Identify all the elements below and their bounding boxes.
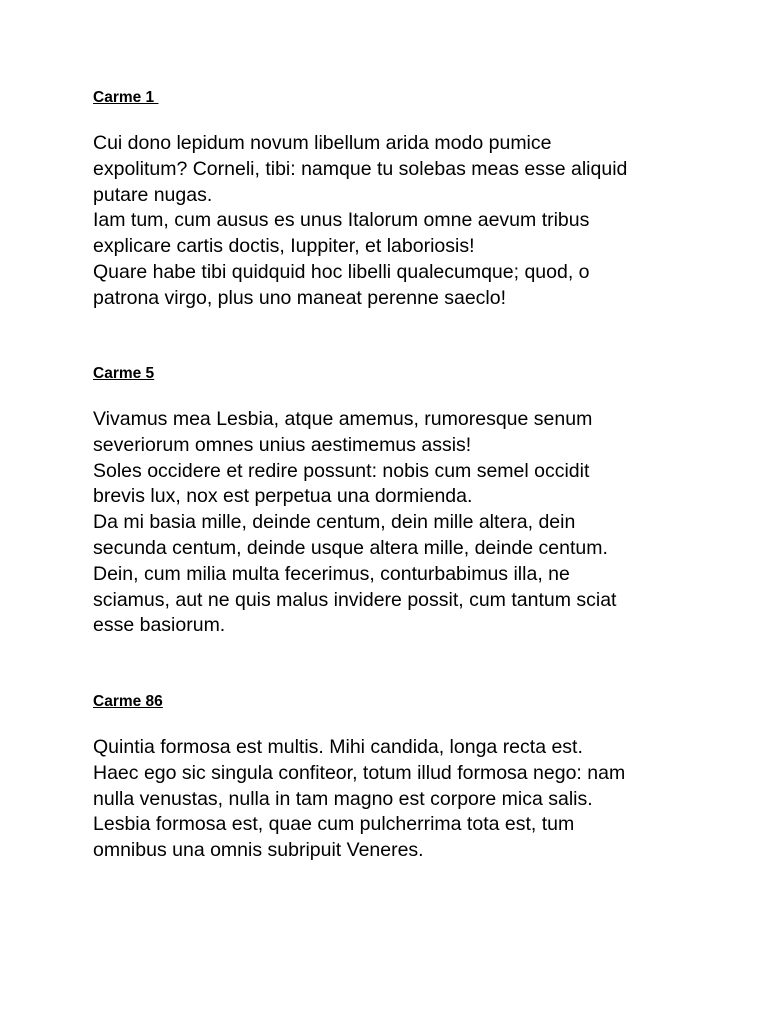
text-line: Soles occidere et redire possunt: nobis cum semel occidit [93,459,590,482]
text-line: Vivamus mea Lesbia, atque amemus, rumoresque senum [93,408,593,430]
text-line: Lesbia formosa est, quae cum pulcherrima tota est, tum [93,813,575,836]
section-carme-86 [93,692,693,864]
text-line: Quare habe tibi quidquid hoc libelli qualecumque; quod, o [93,260,590,283]
text-line: Iam tum, cum ausus es unus Italorum omne aevum tribus [93,209,590,232]
section-carme-5 [93,364,693,639]
section-heading: Carme 86 [93,693,163,710]
text-line: Dein, cum milia multa fecerimus, conturbabimus illa, ne [93,562,570,585]
text-line: Quintia formosa est multis. Mihi candida, longa recta est. [93,736,583,758]
poem-text [93,735,693,864]
text-line: esse basiorum. [93,614,226,637]
text-line: secunda centum, deinde usque altera mille, deinde centum. [93,536,608,559]
text-line: Da mi basia mille, deinde centum, dein mille altera, dein [93,511,576,534]
text-line: Haec ego sic singula confiteor, totum illud formosa nego: nam [93,761,626,784]
text-line: expolitum? Corneli, tibi: namque tu solebas meas esse aliquid [93,157,628,180]
text-line: patrona virgo, plus uno maneat perenne saeclo! [93,286,507,309]
poem-text [93,131,693,312]
text-line: putare nugas. [93,183,213,206]
text-line: nulla venustas, nulla in tam magno est corpore mica salis. [93,787,593,810]
section-heading: Carme 1 [93,89,159,106]
text-line: omnibus una omnis subripuit Veneres. [93,839,424,862]
text-line: explicare cartis doctis, Iuppiter, et laboriosis! [93,235,475,258]
text-line: sciamus, aut ne quis malus invidere possit, cum tantum sciat [93,588,617,611]
poem-text [93,407,693,639]
text-line: Cui dono lepidum novum libellum arida modo pumice [93,132,552,154]
section-heading: Carme 5 [93,365,155,382]
section-carme-1 [93,88,693,312]
text-line: brevis lux, nox est perpetua una dormienda. [93,485,473,508]
text-line: severiorum omnes unius aestimemus assis! [93,433,472,456]
